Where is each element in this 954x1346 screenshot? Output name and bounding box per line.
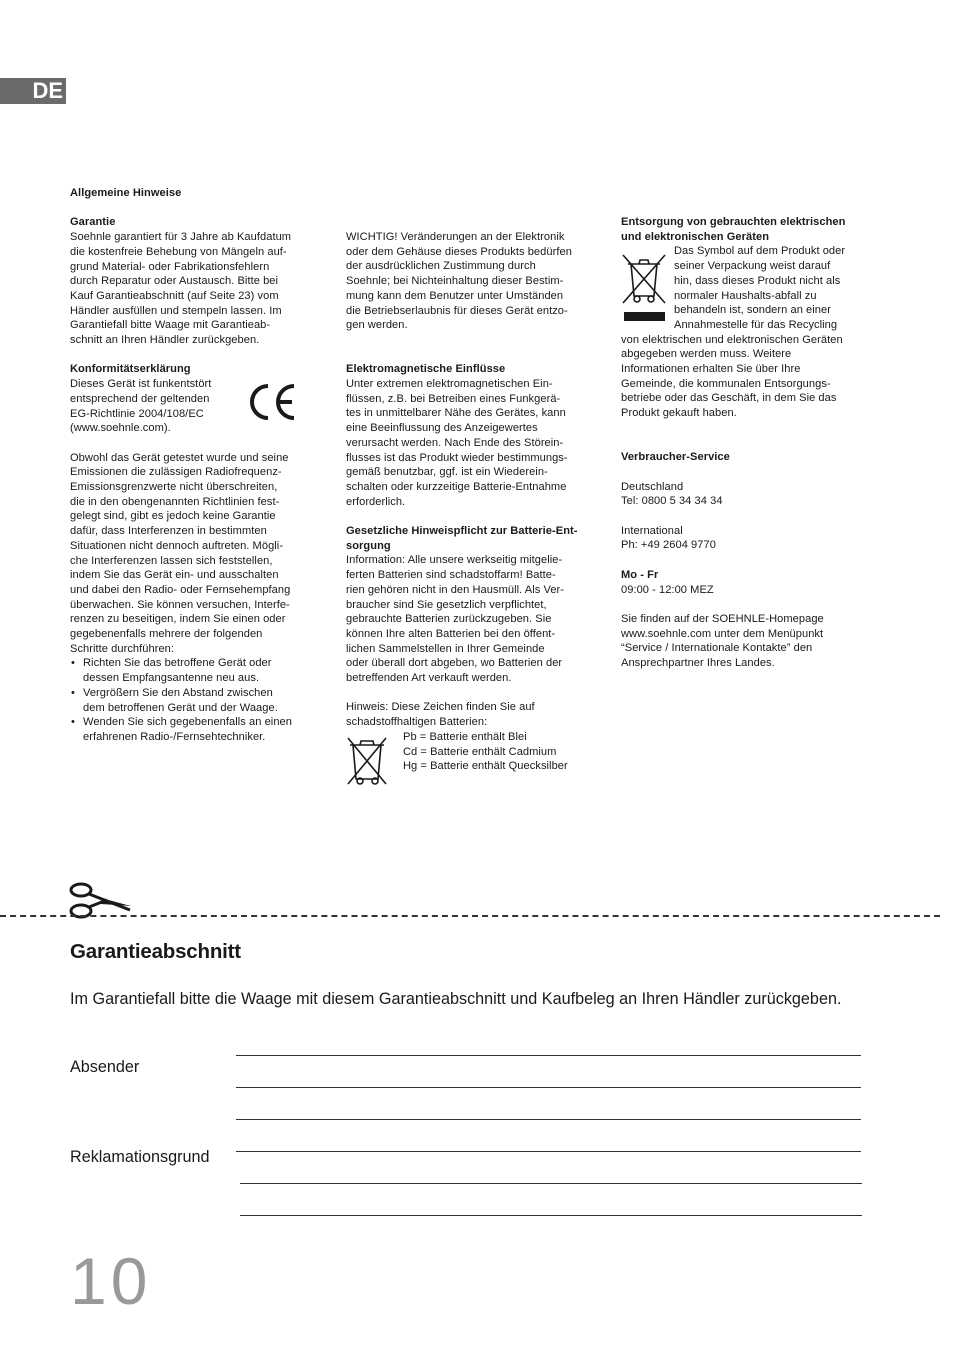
list-item [70, 715, 320, 744]
text-line: Information: Alle unsere werkseitig mitgelie- [346, 554, 563, 567]
text-line: ferten Batterien sind schadstoffarm! Batte- [346, 569, 556, 582]
text-line: können Ihre alten Batterien bei den öffent- [346, 627, 556, 640]
text-line: von elektrischen und elektronischen Geräten [621, 333, 843, 346]
text-line: gemäß benutzbar, ggf. ist ein Wiederein- [346, 466, 548, 479]
text-line: Soehnle garantiert für 3 Jahre ab Kaufdatum [70, 231, 292, 244]
text-line: Annahmestelle für das Recycling [674, 318, 838, 331]
text-line: • Richten Sie das betroffene Gerät oder [83, 657, 272, 670]
interference-text [70, 451, 320, 657]
text-line: Sie finden auf der SOEHNLE-Homepage [621, 612, 824, 625]
text-line: dafür, dass Interferenzen in bestimmten [70, 525, 267, 538]
text-line: Das Symbol auf dem Produkt oder [674, 245, 846, 258]
country-international: International [621, 524, 683, 537]
text-line: die Betriebserlaubnis für dieses Gerät entzo- [346, 304, 568, 317]
important-text [346, 230, 596, 333]
text-line: flusses ist das Produkt wieder bestimmungs- [346, 451, 568, 464]
text-line: mung kann dem Benutzer unter Umständen [346, 289, 564, 302]
column-general [70, 186, 320, 745]
text-line: Produkt gekauft haben. [621, 407, 737, 420]
text-line: betreffenden Art verkauft werden. [346, 672, 512, 685]
sender-line[interactable] [236, 1119, 861, 1120]
text-line: renzen zu beseitigen, indem Sie einen oder [70, 613, 286, 626]
language-label: DE [32, 78, 63, 103]
text-line: tes in unmittelbarer Nähe des Gerätes, kann [346, 407, 566, 420]
text-line: normaler Haushalts-abfall zu [674, 289, 817, 302]
weee-bar [624, 312, 665, 321]
text-line: rien gehören nicht in den Hausmüll. Als Ver- [346, 583, 565, 596]
hours-value: 09:00 - 12:00 MEZ [621, 583, 714, 596]
emv-title: Elektromagnetische Einflüsse [346, 363, 506, 376]
text-line: grund Material- oder Fabrikationsfehlern [70, 260, 270, 273]
text-line: braucher sind Sie gesetzlich verpflichtet, [346, 598, 547, 611]
list-item [70, 686, 320, 715]
text-line: Händler ausfüllen und stempeln lassen. Im [70, 304, 282, 317]
battery-title-cont: sorgung [346, 539, 391, 552]
homepage-text [621, 612, 871, 671]
steps-list [70, 656, 320, 744]
text-line: gegebenenfalls mehrere der folgenden [70, 628, 263, 641]
text-line: die kostenfreie Behebung von Mängeln auf- [70, 245, 287, 258]
symbol-line: Pb = Batterie enthält Blei [403, 730, 527, 743]
text-line: durch Reparatur oder Austausch. Bitte bei [70, 275, 279, 288]
coupon-title: Garantieabschnitt [70, 940, 241, 963]
disposal-title: Entsorgung von gebrauchten elektrischen [621, 216, 846, 228]
text-line: lichen Sammelstellen in Ihrer Gemeinde [346, 642, 545, 655]
reason-line[interactable] [236, 1151, 861, 1152]
text-line: Garantiefall bitte Waage mit Garantieab- [70, 319, 271, 332]
page-number: 10 [70, 1244, 152, 1318]
text-line: Informationen erhalten Sie über Ihre [621, 363, 801, 376]
sender-line[interactable] [236, 1087, 861, 1088]
text-line: “Service / Internationale Kontakte” den [621, 642, 813, 655]
conformity-title: Konformitätserklärung [70, 363, 191, 376]
phone-international: Ph: +49 2604 9770 [621, 539, 716, 552]
text-line: schalten oder kurzzeitige Batterie-Entnahme [346, 480, 567, 493]
text-line: schnitt an Ihren Händler zurückgeben. [70, 334, 260, 347]
weee-bin-icon [620, 252, 668, 306]
text-line: Unter extremen elektromagnetischen Ein- [346, 378, 553, 391]
text-line: Soehnle; bei Nichteinhaltung dieser Bestim- [346, 275, 564, 288]
crossed-bin-battery-icon [344, 734, 388, 786]
service-title: Verbraucher-Service [621, 451, 730, 464]
cut-line [0, 915, 940, 917]
column-notes [346, 230, 596, 774]
list-item [70, 656, 320, 685]
text-line: flüssen, z.B. bei Betreiben eines Funkgerä- [346, 392, 561, 405]
text-line: Gemeinde, die kommunalen Entsorgungs- [621, 377, 831, 390]
text-line: erforderlich. [346, 495, 406, 508]
text-line: dem betroffenen Gerät und der Waage. [83, 701, 278, 714]
text-line: che Interferenzen lassen sich feststellen, [70, 554, 273, 567]
symbol-line: Cd = Batterie enthält Cadmium [403, 745, 557, 758]
phone-de: Tel: 0800 5 34 34 34 [621, 495, 723, 508]
hint-line: schadstoffhaltigen Batterien: [346, 716, 488, 729]
text-line: Dieses Gerät ist funkentstört [70, 378, 212, 391]
reason-label: Reklamationsgrund [70, 1148, 210, 1166]
country-de: Deutschland [621, 480, 684, 493]
disposal-text [621, 333, 871, 421]
text-line: Emissionen die zulässigen Radiofrequenz- [70, 466, 282, 479]
text-line: Kauf Garantieabschnitt (auf Seite 23) vom [70, 289, 279, 302]
text-line: (www.soehnle.com). [70, 422, 171, 435]
disposal-title-cont: und elektronischen Geräten [621, 230, 770, 243]
battery-text [346, 553, 596, 685]
text-line: betriebe oder das Geschäft, in dem Sie das [621, 392, 837, 405]
text-line: die in den obengenannten Richtlinien fest- [70, 495, 280, 508]
text-line: WICHTIG! Veränderungen an der Elektronik [346, 231, 565, 243]
text-line: www.soehnle.com unter dem Menüpunkt [621, 627, 824, 640]
text-line: gebrauchte Batterien zurückzugeben. Sie [346, 613, 552, 626]
text-line: hin, dass dieses Produkt nicht als [674, 274, 841, 287]
sender-label: Absender [70, 1058, 140, 1076]
warranty-text [70, 230, 320, 348]
text-line: Situationen nicht dennoch auftreten. Mögli- [70, 539, 284, 552]
text-line: gen werden. [346, 319, 408, 332]
section-heading: Allgemeine Hinweise [70, 187, 182, 199]
text-line: Emissionsgrenzwerte nicht überschreiten, [70, 481, 278, 494]
text-line: • Wenden Sie sich gegebenenfalls an einen [83, 716, 292, 729]
text-line: seiner Verpackung weist darauf [674, 260, 831, 273]
text-line: • Vergrößern Sie den Abstand zwischen [83, 686, 273, 699]
text-line: und dabei den Radio- oder Fernsehempfang [70, 583, 291, 596]
battery-title: Gesetzliche Hinweispflicht zur Batterie-Ent- [346, 525, 578, 538]
hint-line: Hinweis: Diese Zeichen finden Sie auf [346, 701, 535, 714]
coupon-instruction: Im Garantiefall bitte die Waage mit diesem Garantieabschnitt und Kaufbeleg an Ihren Händler zurückgeben. [70, 990, 842, 1008]
text-line: gelegt sind, gibt es jedoch keine Garantie [70, 510, 276, 523]
sender-line[interactable] [236, 1055, 861, 1056]
scissors-icon [67, 880, 133, 920]
text-line: eine Beeinflussung des Anzeigewertes [346, 422, 538, 435]
text-line: indem Sie das Gerät ein- und ausschalten [70, 569, 279, 582]
text-line: dessen Empfangsantenne neu aus. [83, 672, 260, 685]
text-line: entsprechend der geltenden [70, 392, 210, 405]
text-line: der ausdrücklichen Zustimmung durch [346, 260, 536, 273]
symbol-line: Hg = Batterie enthält Quecksilber [403, 760, 568, 773]
text-line: Ansprechpartner Ihres Landes. [621, 657, 775, 670]
text-line: verursacht werden. Nach Ende des Störein- [346, 436, 564, 449]
language-tab [0, 78, 66, 104]
text-line: überwachen. Sie können versuchen, Interfe- [70, 598, 290, 611]
text-line: oder dem Gehäuse dieses Produkts bedürfen [346, 245, 572, 258]
text-line: Schritte durchführen: [70, 642, 175, 655]
hours-title: Mo - Fr [621, 568, 659, 581]
reason-line[interactable] [240, 1183, 862, 1184]
text-line: behandeln ist, sondern an einer [674, 304, 831, 317]
text-line: erfahrenen Radio-/Fernsehtechniker. [83, 730, 266, 743]
ce-mark-icon [246, 380, 298, 424]
text-line: abgegeben werden muss. Weitere [621, 348, 792, 361]
text-line: EG-Richtlinie 2004/108/EC [70, 407, 204, 420]
warranty-title: Garantie [70, 216, 116, 229]
text-line: oder überall dort abgeben, wo Batterien der [346, 657, 563, 670]
emv-text [346, 377, 596, 509]
text-line: Obwohl das Gerät getestet wurde und seine [70, 451, 289, 464]
reason-line[interactable] [240, 1215, 862, 1216]
